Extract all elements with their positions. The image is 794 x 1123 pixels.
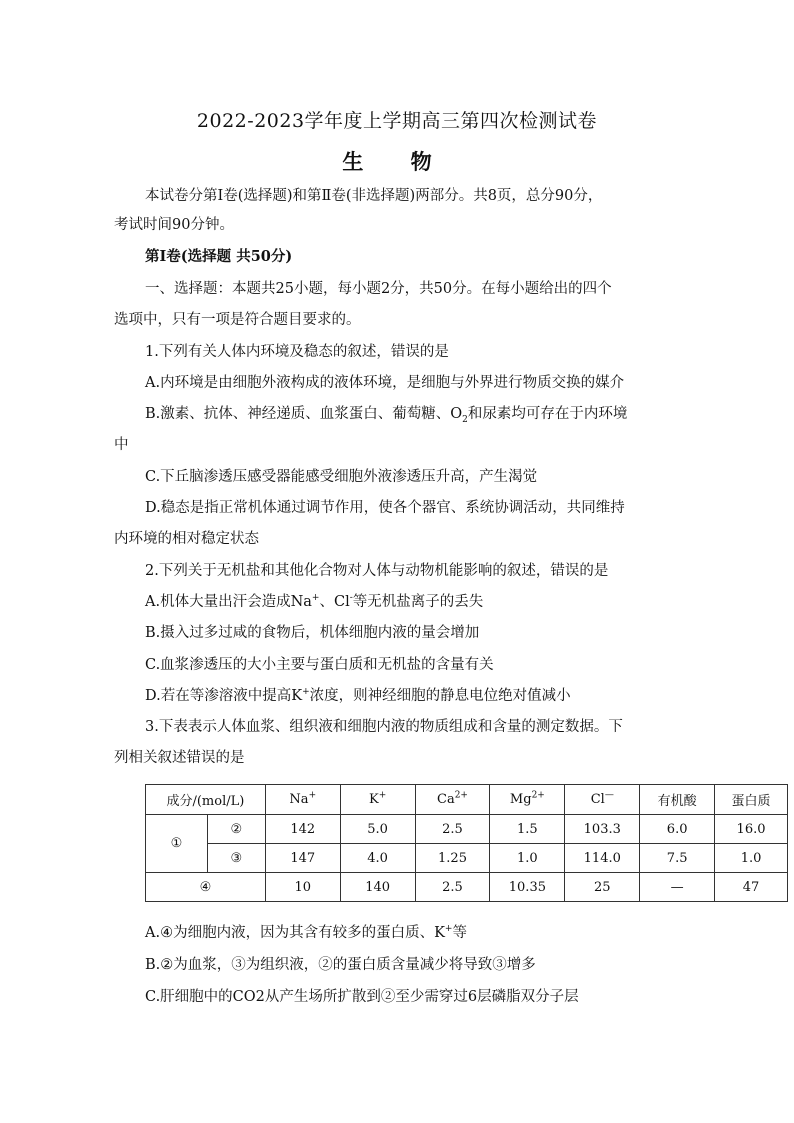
table-row-label: ② bbox=[207, 815, 265, 844]
table-cell: 10.35 bbox=[490, 873, 565, 902]
q3-option-a bbox=[145, 923, 715, 943]
table-cell: 5.0 bbox=[340, 815, 415, 844]
table-row-label: ③ bbox=[207, 844, 265, 873]
q1-option-b bbox=[145, 404, 715, 424]
q1-option-b-cont: 中 bbox=[114, 437, 129, 453]
table-cell: 6.0 bbox=[640, 815, 715, 844]
q2-stem: 2.下列关于无机盐和其他化合物对人体与动物机能影响的叙述，错误的是 bbox=[145, 563, 609, 579]
q2-a-text-2: 、Cl bbox=[319, 594, 350, 610]
table-row bbox=[146, 815, 788, 844]
q2-a-text: A.机体大量出汗会造成Na bbox=[145, 594, 312, 610]
q1-option-c: C.下丘脑渗透压感受器能感受细胞外液渗透压升高，产生渴觉 bbox=[145, 469, 538, 485]
q2-a-sup-1: + bbox=[311, 593, 320, 604]
exam-title: 2022-2023学年度上学期高三第四次检测试卷 bbox=[196, 110, 598, 132]
q2-a-sup-2: - bbox=[349, 593, 353, 604]
q2-d-text-2: 浓度，则神经细胞的静息电位绝对值减小 bbox=[309, 688, 571, 704]
table-cell: 4.0 bbox=[340, 844, 415, 873]
table-col-header: $Mg^{2+}$ bbox=[490, 785, 565, 815]
q3-a-text: A.④为细胞内液，因为其含有较多的蛋白质、K bbox=[145, 925, 445, 941]
table-col-header: Cl— bbox=[565, 785, 640, 815]
table-cell: 10 bbox=[265, 873, 340, 902]
table-col-header: 有机酸 bbox=[640, 785, 715, 815]
table-cell: 114.0 bbox=[565, 844, 640, 873]
table-cell: 142 bbox=[265, 815, 340, 844]
q2-d-sup: + bbox=[302, 687, 310, 698]
table-cell: 1.0 bbox=[490, 844, 565, 873]
table-cell: 2.5 bbox=[415, 815, 490, 844]
q3-stem-line-2: 列相关叙述错误的是 bbox=[114, 750, 245, 766]
q3-a-sup: + bbox=[444, 924, 453, 935]
q3-option-b: B.②为血浆，③为组织液，②的蛋白质含量减少将导致③增多 bbox=[145, 957, 536, 973]
instruction-line-2: 选项中，只有一项是符合题目要求的。 bbox=[114, 312, 361, 328]
q1-b-text: B.激素、抗体、神经递质、血浆蛋白、葡萄糖、O bbox=[145, 406, 463, 422]
q1-b-text-2: 和尿素均可存在于内环境 bbox=[467, 406, 628, 422]
table-header-label: 成分/(mol/L) bbox=[146, 785, 266, 815]
table-cell: 103.3 bbox=[565, 815, 640, 844]
table-row bbox=[146, 844, 788, 873]
table-cell: 1.0 bbox=[715, 844, 788, 873]
q1-option-a: A.内环境是由细胞外液构成的液体环境，是细胞与外界进行物质交换的媒介 bbox=[145, 375, 625, 391]
q1-option-d: D.稳态是指正常机体通过调节作用，使各个器官、系统协调活动，共同维持 bbox=[145, 500, 625, 516]
table-cell: 47 bbox=[715, 873, 788, 902]
q1-b-sub: 2 bbox=[462, 414, 468, 425]
q2-option-b: B.摄入过多过咸的食物后，机体细胞内液的量会增加 bbox=[145, 625, 480, 641]
q2-option-d bbox=[145, 686, 715, 706]
table-cell: 1.25 bbox=[415, 844, 490, 873]
table-cell: 140 bbox=[340, 873, 415, 902]
q1-stem: 1.下列有关人体内环境及稳态的叙述，错误的是 bbox=[145, 344, 449, 360]
table-cell: 7.5 bbox=[640, 844, 715, 873]
composition-table bbox=[145, 784, 788, 902]
table-cell: 2.5 bbox=[415, 873, 490, 902]
intro-line-2: 考试时间90分钟。 bbox=[114, 217, 234, 233]
table-col-header: $Ca^{2+}$ bbox=[415, 785, 490, 815]
table-header-row bbox=[146, 785, 788, 815]
intro-line-1: 本试卷分第Ⅰ卷(选择题)和第Ⅱ卷(非选择题)两部分。共8页，总分90分， bbox=[145, 188, 603, 204]
table-col-header: Na+ bbox=[265, 785, 340, 815]
table-cell: 147 bbox=[265, 844, 340, 873]
subject-title: 生 物 bbox=[342, 149, 452, 174]
table-cell: 25 bbox=[565, 873, 640, 902]
table-cell: 16.0 bbox=[715, 815, 788, 844]
table-group-label: ① bbox=[146, 815, 208, 873]
q1-option-d-cont: 内环境的相对稳定状态 bbox=[114, 531, 259, 547]
table-col-header: 蛋白质 bbox=[715, 785, 788, 815]
section-title: 第Ⅰ卷(选择题 共50分) bbox=[145, 248, 293, 265]
q2-option-a bbox=[145, 592, 715, 612]
q2-d-text: D.若在等渗溶液中提高K bbox=[145, 688, 303, 704]
q3-option-c: C.肝细胞中的CO2从产生场所扩散到②至少需穿过6层磷脂双分子层 bbox=[145, 989, 579, 1005]
instruction-line-1: 一、选择题：本题共25小题，每小题2分，共50分。在每小题给出的四个 bbox=[145, 281, 612, 297]
q2-option-c: C.血浆渗透压的大小主要与蛋白质和无机盐的含量有关 bbox=[145, 657, 494, 673]
table-cell: 1.5 bbox=[490, 815, 565, 844]
table-col-header: K+ bbox=[340, 785, 415, 815]
q3-stem-line-1: 3.下表表示人体血浆、组织液和细胞内液的物质组成和含量的测定数据。下 bbox=[145, 719, 623, 735]
q3-a-text-2: 等 bbox=[452, 925, 467, 941]
table-row bbox=[146, 873, 788, 902]
table-cell: — bbox=[640, 873, 715, 902]
q2-a-text-3: 等无机盐离子的丢失 bbox=[352, 594, 484, 610]
table-row-label: ④ bbox=[146, 873, 266, 902]
